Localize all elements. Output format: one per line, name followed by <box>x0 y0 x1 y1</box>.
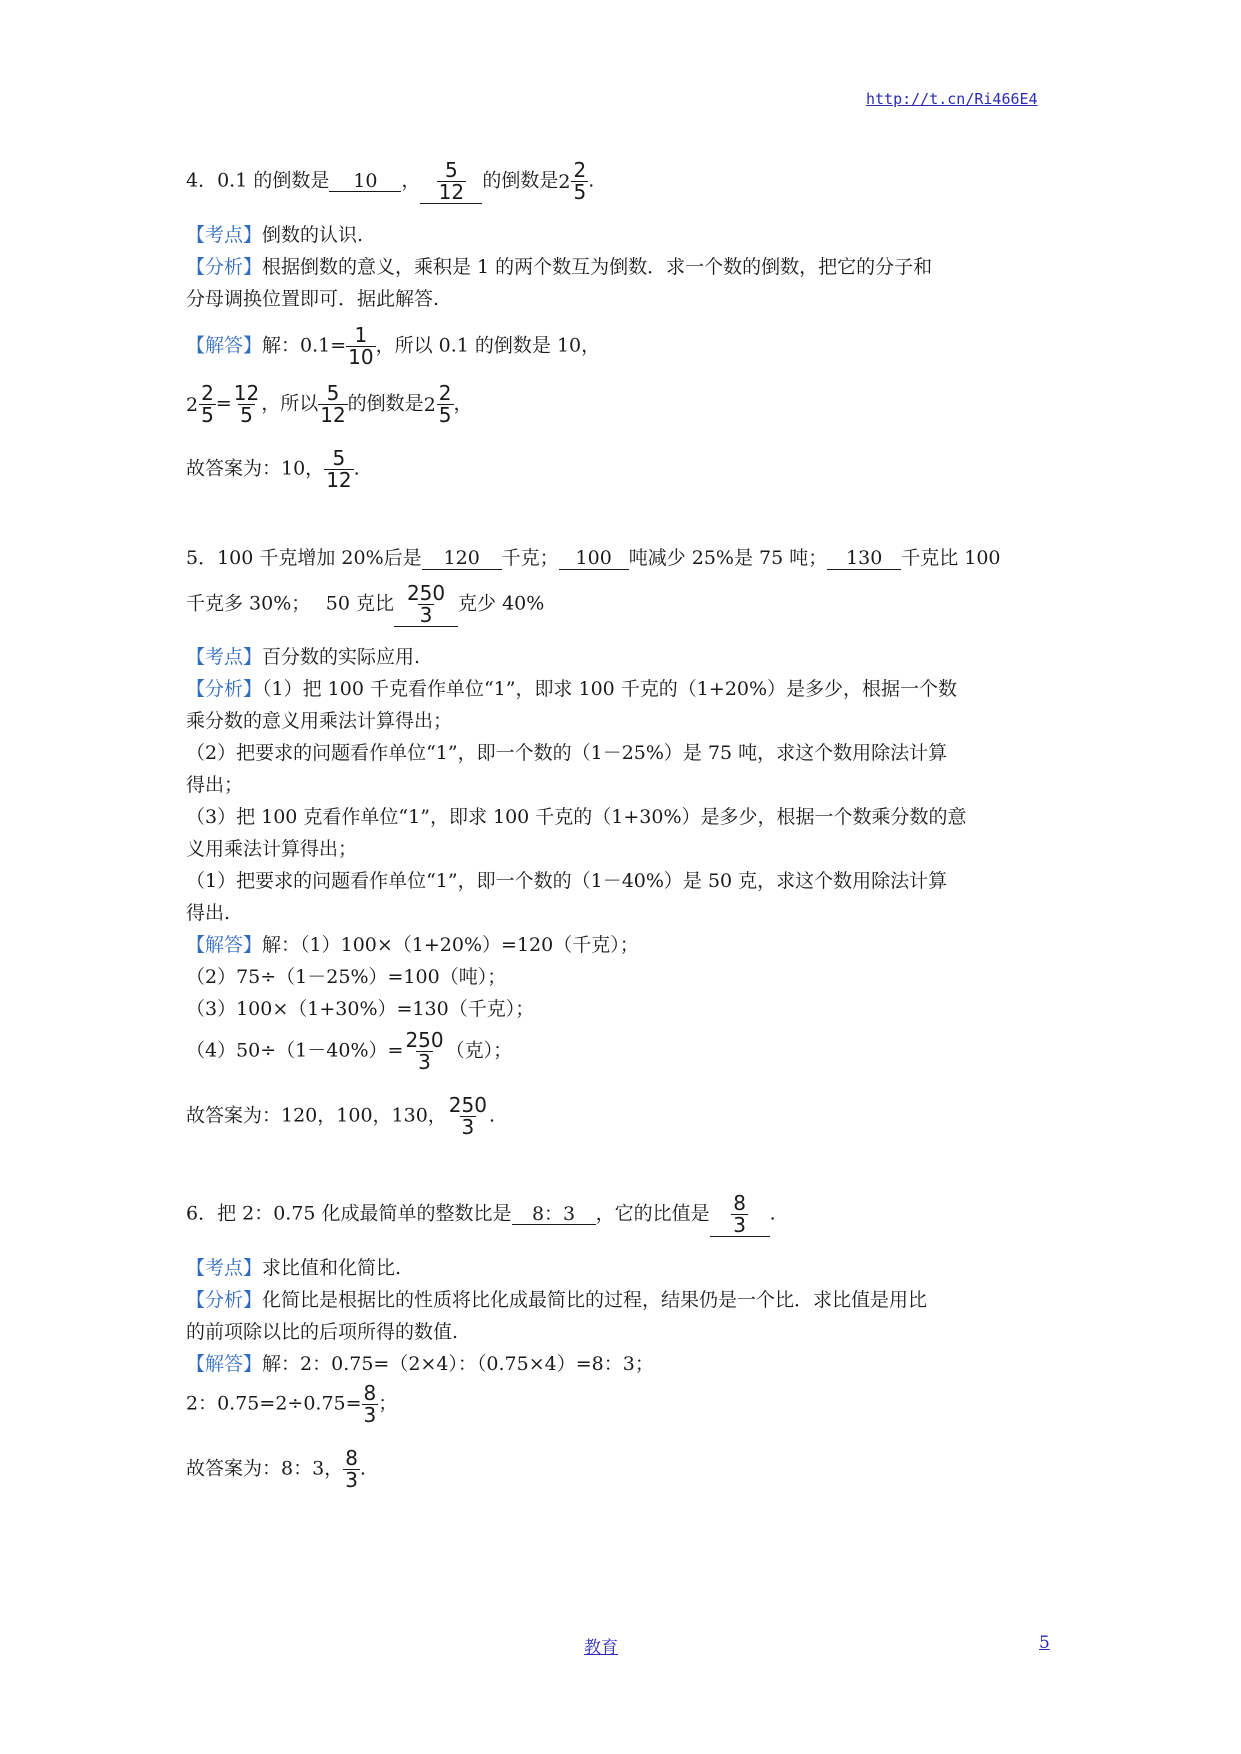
q5-answer <box>186 1095 495 1138</box>
mixed-whole: 2 <box>423 393 436 416</box>
fraction <box>318 383 347 426</box>
q4-jieda-fraction <box>346 325 375 368</box>
jieda-tag: 【解答】 <box>186 334 263 357</box>
q5-jieda-line-2: （2）75÷（1－25%）=100（吨）； <box>186 966 507 988</box>
q6-answer <box>186 1448 366 1491</box>
q5-text: 5．100 千克增加 20%后是 <box>186 547 422 569</box>
jieda-tag: 【解答】 <box>186 934 263 956</box>
q5-text: 克少 40% <box>458 592 545 615</box>
mixed-whole: 2 <box>558 170 571 193</box>
fraction-denominator: 3 <box>345 1468 358 1492</box>
fraction-denominator: 5 <box>438 403 452 427</box>
jieda-text: 解：2：0.75=（2×4）：（0.75×4）=8：3； <box>262 1353 654 1375</box>
q5-text: 千克多 30%； 50 克比 <box>186 592 395 615</box>
fraction-numerator: 250 <box>448 1093 487 1117</box>
q6-blank-1: 8：3 <box>512 1204 596 1226</box>
fenxi-tag: 【分析】 <box>186 1289 263 1311</box>
fenxi-tag: 【分析】 <box>186 678 263 700</box>
fraction-denominator: 12 <box>326 468 352 492</box>
footer-center-link[interactable]: 教育 <box>584 1638 618 1658</box>
fraction-numerator: 2 <box>201 381 214 405</box>
fraction-denominator: 5 <box>240 403 253 427</box>
mixed-whole: 2 <box>186 393 199 416</box>
jieda-text: ； <box>378 1392 398 1415</box>
fraction-numerator: 5 <box>326 381 340 405</box>
fraction <box>403 1030 445 1073</box>
jieda-text: 解：0.1= <box>262 334 347 357</box>
q4-answer <box>186 448 360 491</box>
q5-jieda-line-4 <box>186 1030 512 1073</box>
fraction-denominator: 10 <box>348 345 374 369</box>
fraction-denominator: 3 <box>418 1050 431 1074</box>
q5-text: 吨减少 25%是 75 吨； <box>628 547 828 569</box>
fenxi-text: （1）把 100 千克看作单位“1”，即求 100 千克的（1+20%）是多少，根据一个数 <box>262 678 958 700</box>
kaodian-tag: 【考点】 <box>186 224 263 246</box>
fraction <box>362 1383 379 1426</box>
jieda-text: ， <box>453 392 473 415</box>
fraction-denominator: 3 <box>461 1115 475 1139</box>
fraction-numerator: 8 <box>345 1446 358 1470</box>
jieda-text: （4）50÷（1－40%）= <box>186 1039 404 1062</box>
answer-text: 故答案为：120，100，130， <box>186 1104 447 1127</box>
jieda-text: 的倒数是 <box>347 392 424 415</box>
q5-text: 千克； <box>501 547 559 569</box>
fraction-denominator: 5 <box>573 180 587 204</box>
fraction-numerator: 250 <box>406 581 446 605</box>
header-url-link[interactable]: http://t.cn/Ri466E4 <box>866 90 1038 108</box>
answer-text: . <box>488 1104 496 1127</box>
q5-fenxi-line-8: 得出. <box>186 902 231 924</box>
q5-text: 千克比 100 <box>901 547 1001 569</box>
q6-fenxi-line-1 <box>186 1285 927 1312</box>
fraction <box>447 1095 489 1138</box>
q6-question <box>186 1193 776 1237</box>
q5-blank-3: 130 <box>827 548 901 570</box>
q5-blank-4 <box>394 583 458 627</box>
fraction-denominator: 3 <box>733 1213 746 1237</box>
q5-question-line-2 <box>186 583 544 627</box>
q4-text-2: 的倒数是 <box>482 169 559 192</box>
answer-text: 故答案为：10， <box>186 457 325 480</box>
fraction-numerator: 12 <box>233 381 260 405</box>
q5-blank-2: 100 <box>559 548 629 570</box>
q5-question-line-1 <box>186 543 1001 570</box>
jieda-text: ，所以 0.1 的倒数是 10， <box>375 334 601 357</box>
jieda-text: ，所以 <box>261 392 319 415</box>
kaodian-tag: 【考点】 <box>186 646 263 668</box>
q4-kaodian <box>186 220 363 247</box>
answer-text: . <box>359 1457 366 1480</box>
q5-fenxi-line-6: 义用乘法计算得出； <box>186 838 358 860</box>
q5-kaodian <box>186 642 420 669</box>
q5-fenxi-line-4: 得出； <box>186 774 244 796</box>
jieda-tag: 【解答】 <box>186 1353 263 1375</box>
q4-text-1: 4．0.1 的倒数是 <box>186 169 330 192</box>
fraction-denominator: 3 <box>419 603 433 627</box>
q6-kaodian <box>186 1253 401 1280</box>
q5-jieda-line-3: （3）100×（1+30%）=130（千克）； <box>186 998 535 1020</box>
fraction-denominator: 12 <box>320 403 346 427</box>
fenxi-tag: 【分析】 <box>186 256 263 278</box>
fenxi-text: 化简比是根据比的性质将比化成最简比的过程，结果仍是一个比．求比值是用比 <box>262 1289 928 1311</box>
q5-fenxi-line-3: （2）把要求的问题看作单位“1”，即一个数的（1－25%）是 75 吨，求这个数用除法计算 <box>186 742 948 764</box>
q4-blank-1: 10 <box>329 171 401 193</box>
fraction-denominator: 5 <box>201 403 214 427</box>
q4-jieda-line-2 <box>186 383 473 426</box>
fraction <box>324 448 353 491</box>
q6-fenxi-line-2: 的前项除以比的后项所得的数值. <box>186 1321 459 1343</box>
jieda-text: 解：（1）100×（1+20%）=120（千克）； <box>262 934 639 956</box>
q6-blank-2 <box>710 1193 770 1237</box>
equals: = <box>215 392 232 415</box>
fraction-numerator: 2 <box>438 381 452 405</box>
q4-mixed-number <box>558 160 588 203</box>
fraction-denominator: 12 <box>438 180 465 204</box>
q6-text: 6．把 2：0.75 化成最简单的整数比是 <box>186 1202 512 1225</box>
answer-text: . <box>353 457 360 480</box>
kaodian-tag: 【考点】 <box>186 1257 263 1279</box>
q5-fenxi-line-5: （3）把 100 克看作单位“1”，即求 100 千克的（1+30%）是多少，根据一个数乘分数的意 <box>186 806 967 828</box>
q6-text: ，它的比值是 <box>595 1202 710 1225</box>
fraction-numerator: 8 <box>733 1191 746 1215</box>
q4-jieda-line-1 <box>186 325 600 368</box>
q4-end: . <box>588 169 595 192</box>
q4-blank-2 <box>420 160 482 204</box>
fenxi-text: 根据倒数的意义，乘积是 1 的两个数互为倒数．求一个数的倒数，把它的分子和 <box>262 256 933 278</box>
q6-text: . <box>769 1202 776 1225</box>
jieda-text: （克）； <box>445 1039 513 1062</box>
q4-comma: ， <box>401 169 421 192</box>
fraction <box>343 1448 360 1491</box>
q5-fenxi-line-1 <box>186 674 957 701</box>
fraction <box>232 383 261 426</box>
fraction-numerator: 2 <box>573 158 587 182</box>
jieda-text: 2：0.75=2÷0.75= <box>186 1392 362 1415</box>
q4-fenxi-line-1 <box>186 252 932 279</box>
q4-fenxi-line-2: 分母调换位置即可．据此解答. <box>186 288 440 310</box>
q5-jieda-line-1 <box>186 930 639 957</box>
fraction-denominator: 3 <box>363 1403 377 1427</box>
fraction-numerator: 5 <box>332 446 346 470</box>
q4-question <box>186 160 594 204</box>
q4-mixed-number <box>424 383 454 426</box>
kaodian-text: 百分数的实际应用. <box>262 646 421 668</box>
kaodian-text: 倒数的认识. <box>262 224 364 246</box>
answer-text: 故答案为：8：3， <box>186 1457 344 1480</box>
q4-mixed-number <box>186 383 216 426</box>
q4-blank-2-fraction <box>437 160 466 203</box>
page-number[interactable]: 5 <box>1039 1633 1050 1653</box>
fraction-numerator: 1 <box>354 323 368 347</box>
fraction-numerator: 250 <box>405 1028 444 1052</box>
kaodian-text: 求比值和化简比. <box>262 1257 402 1279</box>
fraction-numerator: 8 <box>363 1381 377 1405</box>
fraction-numerator: 5 <box>445 158 458 182</box>
q5-fenxi-line-7: （1）把要求的问题看作单位“1”，即一个数的（1－40%）是 50 克，求这个数用除法计算 <box>186 870 948 892</box>
q6-jieda-line-2 <box>186 1383 397 1426</box>
q6-jieda-line-1 <box>186 1349 654 1376</box>
q5-blank-1: 120 <box>422 548 502 570</box>
q5-fenxi-line-2: 乘分数的意义用乘法计算得出； <box>186 710 453 732</box>
